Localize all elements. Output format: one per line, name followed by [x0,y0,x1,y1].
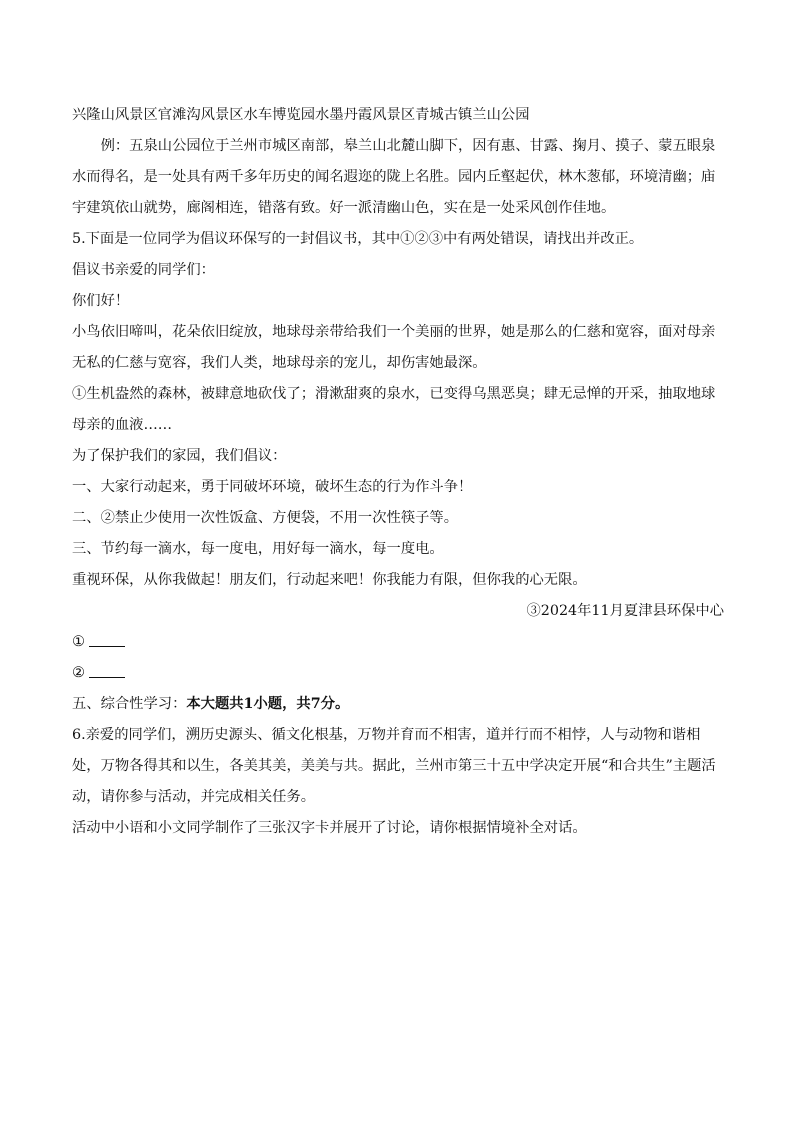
answer-2-blank[interactable] [89,663,125,678]
letter-paragraph-2: ①生机盎然的森林，被肆意地砍伐了；滑漱甜爽的泉水，已变得乌黑恶臭；肆无忌惮的开采，抽取地球母亲的血液…… [72,386,716,433]
answer-1-label: ① [72,634,85,650]
letter-closing: 重视环保，从你我做起！朋友们，行动起来吧！你我能力有限，但你我的心无限。 [72,572,587,588]
letter-signature: ③2024年11月夏津县环保中心 [526,603,724,619]
proposal-item-2: 二、②禁止少使用一次性饭盒、方便袋，不用一次性筷子等。 [72,510,459,526]
proposal-item-3: 三、节约每一滴水，每一度电，用好每一滴水，每一度电。 [72,541,444,557]
section-5-heading [72,689,724,720]
question-6-activity: 活动中小语和小文同学制作了三张汉字卡并展开了讨论，请你根据情境补全对话。 [72,820,587,836]
question-5: 5.下面是一位同学为倡议环保写的一封倡议书，其中①②③中有两处错误，请找出并改正。 [72,231,644,247]
letter-title-greeting: 倡议书亲爱的同学们： [72,262,215,278]
answer-2-label: ② [72,665,85,681]
letter-paragraph-1: 小鸟依旧啼叫，花朵依旧绽放，地球母亲带给我们一个美丽的世界，她是那么的仁慈和宽容，面对母亲无私的仁慈与宽容，我们人类，地球母亲的宠儿，却伤害她最深。 [72,324,716,371]
letter-call: 为了保护我们的家园，我们倡议： [72,448,287,464]
letter-hello: 你们好！ [72,293,130,309]
scenic-spots-line: 兴隆山风景区官滩沟风景区水车博览园水墨丹霞风景区青城古镇兰山公园 [72,107,530,123]
question-6: 6.亲爱的同学们，溯历史源头、循文化根基，万物并育而不相害，道并行而不相悖，人与动物和谐相处，万物各得其和以生，各美其美，美美与共。据此，兰州市第三十五中学决定开展“和合共生”主题活动，请你参与活动，并完成相关任务。 [72,727,716,805]
section-5-label: 五、综合性学习： [72,696,187,712]
section-5-info: 本大题共1小题，共7分。 [186,696,350,712]
proposal-item-1: 一、大家行动起来，勇于同破坏环境，破坏生态的行为作斗争！ [72,479,473,495]
answer-1-blank[interactable] [89,632,125,647]
answer-1 [72,627,724,658]
document-page [72,100,724,844]
answer-2 [72,658,724,689]
example-paragraph: 例：五泉山公园位于兰州市城区南部，皋兰山北麓山脚下，因有惠、甘露、掬月、摸子、蒙五眼泉水而得名，是一处具有两千多年历史的闻名遐迩的陇上名胜。园内丘壑起伏，林木葱郁，环境清幽；庙宇建筑依山就势，廊阁相连，错落有致。好一派清幽山色，实在是一处采风创作佳地。 [72,138,716,216]
